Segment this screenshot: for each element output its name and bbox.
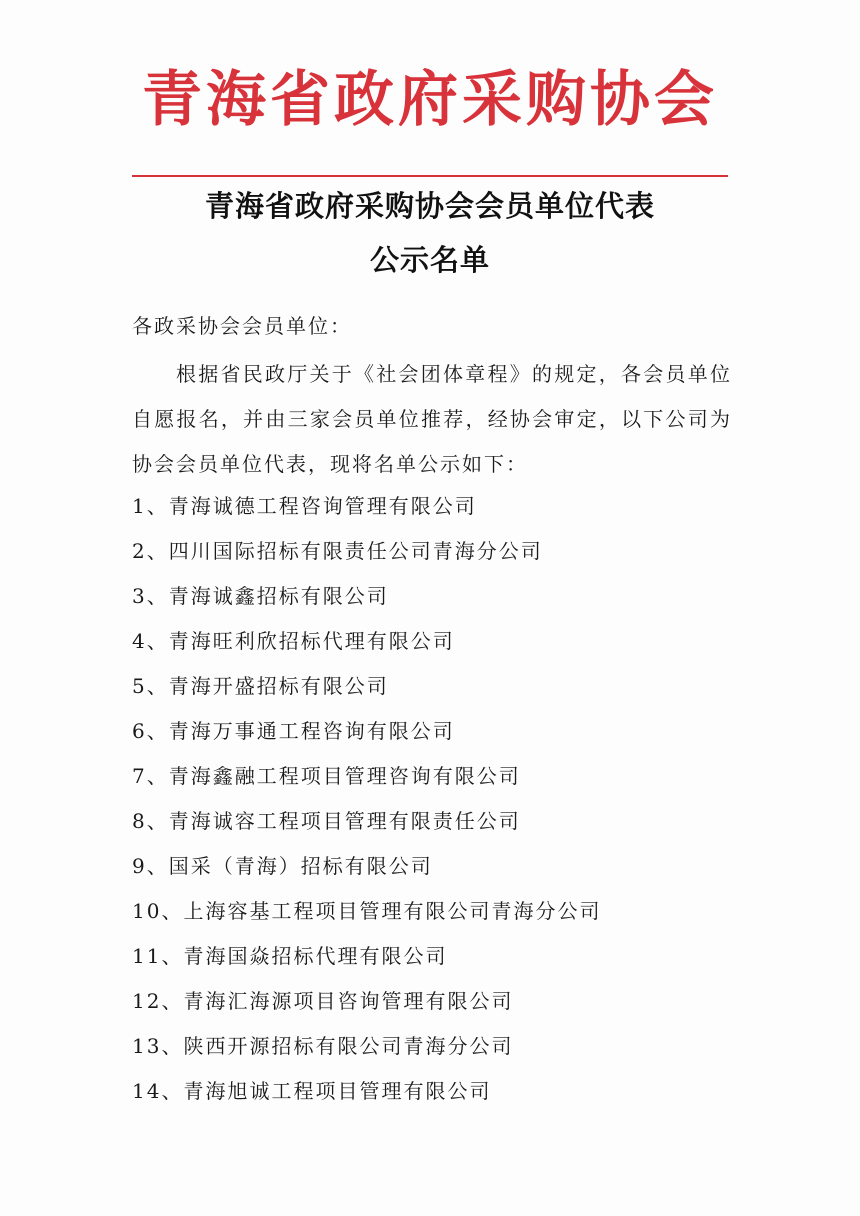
list-item: 5、青海开盛招标有限公司	[132, 674, 389, 698]
list-item: 11、青海国焱招标代理有限公司	[132, 944, 448, 968]
letterhead-title: 青海省政府采购协会	[142, 65, 718, 135]
member-list	[132, 484, 732, 1114]
list-item: 13、陕西开源招标有限公司青海分公司	[132, 1034, 514, 1058]
document-title-line-1: 青海省政府采购协会会员单位代表	[204, 189, 655, 223]
list-item: 1、青海诚德工程咨询管理有限公司	[132, 494, 477, 518]
announcement-paragraph: 根据省民政厅关于《社会团体章程》的规定，各会员单位自愿报名，并由三家会员单位推荐，经协会审定，以下公司为协会会员单位代表，现将名单公示如下：	[132, 362, 732, 476]
list-item: 8、青海诚容工程项目管理有限责任公司	[132, 809, 521, 833]
list-item: 7、青海鑫融工程项目管理咨询有限公司	[132, 764, 521, 788]
list-item: 10、上海容基工程项目管理有限公司青海分公司	[132, 899, 602, 923]
list-item: 9、国采（青海）招标有限公司	[132, 854, 433, 878]
list-item: 14、青海旭诚工程项目管理有限公司	[132, 1079, 492, 1103]
list-item: 2、四川国际招标有限责任公司青海分公司	[132, 539, 543, 563]
letterhead-divider	[132, 175, 728, 177]
list-item: 3、青海诚鑫招标有限公司	[132, 584, 389, 608]
salutation: 各政采协会会员单位：	[132, 314, 352, 338]
list-item: 12、青海汇海源项目咨询管理有限公司	[132, 989, 514, 1013]
list-item: 6、青海万事通工程咨询有限公司	[132, 719, 455, 743]
list-item: 4、青海旺利欣招标代理有限公司	[132, 629, 455, 653]
document-title-line-2: 公示名单	[369, 243, 490, 277]
